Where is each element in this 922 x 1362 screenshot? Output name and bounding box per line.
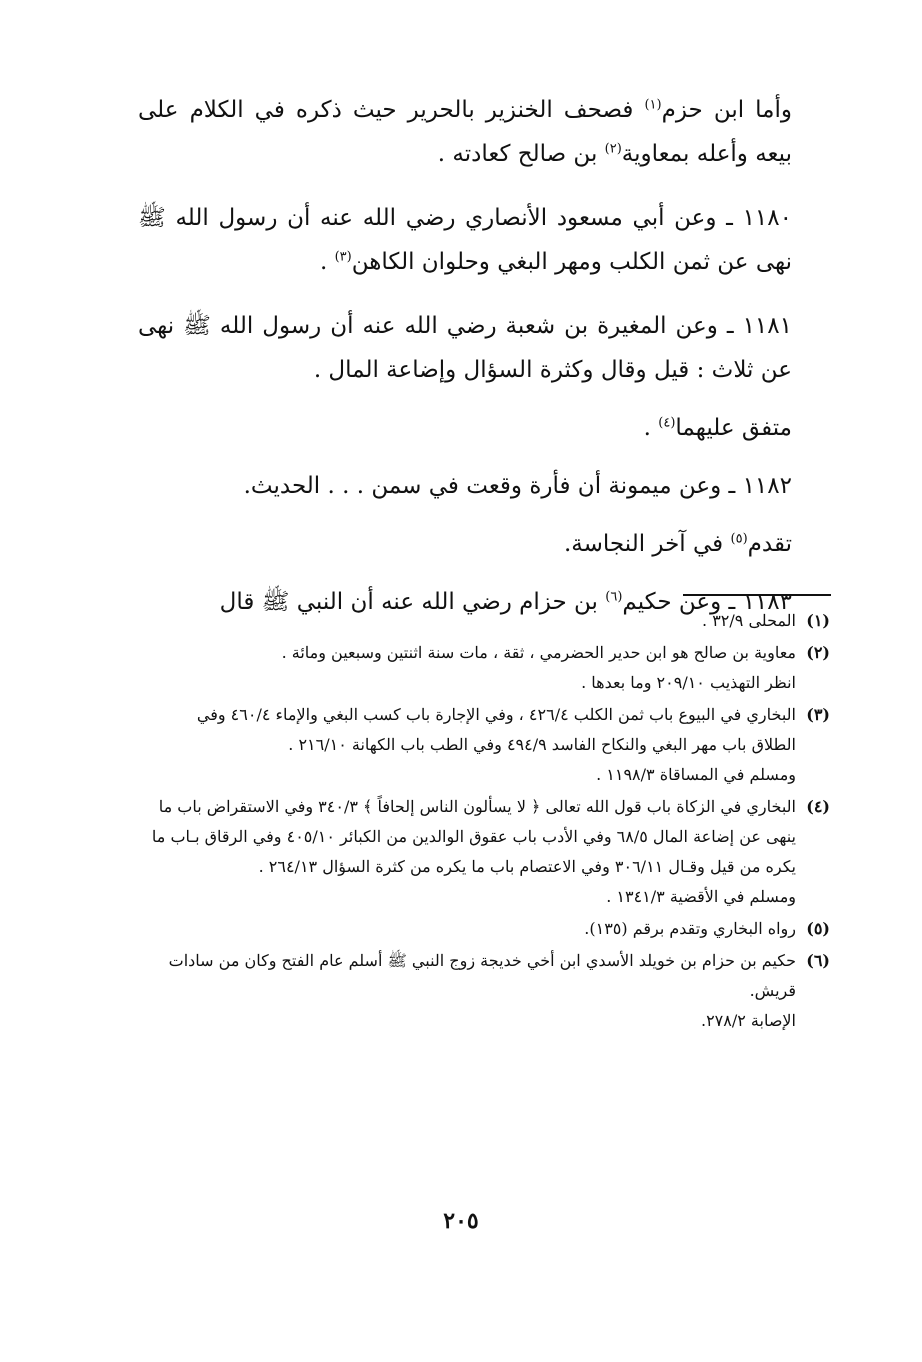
text-segment: ١١٨٢ ـ وعن ميمونة أن فأرة وقعت في سمن . . . الحديث.: [243, 473, 792, 499]
footnote-number: (٢): [806, 643, 830, 662]
agreed-upon-note: [138, 406, 830, 450]
footnote-line: البخاري في الزكاة باب قول الله تعالى ﴿ لا يسألون الناس إلحافاً ﴾ ٣٤٠/٣ وفي الاستقراض باب ما ينهى عن إضاعة المال ٦٨/٥ وفي الأدب باب عقوق الوالدين من الكبائر ٤٠٥/١٠ وفي الرقاق بـاب ما يكره من قيل وقـال ٣٠٦/١١ وفي الاعتصام باب ما يكره من كثرة السؤال ٢٦٤/١٣ .: [151, 797, 796, 876]
footnote-line: معاوية بن صالح هو ابن حدير الحضرمي ، ثقة ، مات سنة اثنتين وسبعين ومائة .: [281, 643, 796, 662]
footnote-line: ومسلم في الأقضية ١٣٤١/٣ .: [606, 887, 796, 906]
footnote-line: رواه البخاري وتقدم برقم (١٣٥).: [584, 919, 796, 938]
footnote-4: [150, 792, 830, 912]
text-segment: فصحف الخنزير بالحرير حيث ذكره في الكلام على بيعه وأعله بمعاوية: [138, 97, 792, 167]
text-segment: بن صالح كعادته .: [437, 141, 605, 167]
main-text: [138, 88, 830, 644]
footnote-line: المحلى ٣٢/٩ .: [702, 611, 796, 630]
footnote-line: حكيم بن حزام بن خويلد الأسدي ابن أخي خديجة زوج النبي ﷺ أسلم عام الفتح وكان من سادات قريش.: [168, 951, 796, 1000]
hadith-1182: [138, 464, 830, 508]
footnote-ref[interactable]: (٥): [730, 531, 748, 547]
footnotes: [150, 606, 830, 1038]
footnote-3: [150, 700, 830, 790]
text-segment: ١١٨٣ ـ وعن حكيم: [622, 589, 792, 615]
footnote-number: (٣): [806, 705, 830, 724]
text-segment: تقدم: [747, 531, 792, 557]
footnote-line: ومسلم في المساقاة ١١٩٨/٣ .: [596, 765, 796, 784]
text-segment: ١١٨٠ ـ وعن أبي مسعود الأنصاري رضي الله عنه أن رسول الله ﷺ نهى عن ثمن الكلب ومهر البغي وحلوان الكاهن: [138, 205, 792, 275]
text-segment: .: [319, 249, 335, 275]
footnote-5: [150, 914, 830, 944]
footnote-ref[interactable]: (١): [644, 97, 662, 113]
footnote-line: انظر التهذيب ٢٠٩/١٠ وما بعدها .: [581, 673, 796, 692]
paragraph-intro: [138, 88, 830, 176]
footnote-2: [150, 638, 830, 698]
text-segment: في آخر النجاسة.: [563, 531, 731, 557]
footnote-number: (١): [806, 611, 830, 630]
footnote-ref[interactable]: (٤): [658, 415, 676, 431]
footnote-number: (٥): [806, 919, 830, 938]
preceded-note: [138, 522, 830, 566]
hadith-1181: [138, 304, 830, 392]
footnote-line: البخاري في البيوع باب ثمن الكلب ٤٢٦/٤ ، وفي الإجارة باب كسب البغي والإماء ٤٦٠/٤ وفي الطلاق باب مهر البغي والنكاح الفاسد ٤٩٤/٩ وفي الطب باب الكهانة ٢١٦/١٠ .: [196, 705, 796, 754]
footnote-1: [150, 606, 830, 636]
footnote-number: (٦): [806, 951, 830, 970]
text-segment: .: [643, 415, 659, 441]
footnote-divider: [683, 594, 831, 596]
footnote-number: (٤): [806, 797, 830, 816]
text-segment: وأما ابن حزم: [661, 97, 792, 123]
page-number: ٢٠٥: [443, 1208, 479, 1234]
footnote-6: [150, 946, 830, 1036]
hadith-1180: [138, 196, 830, 284]
text-segment: ١١٨١ ـ وعن المغيرة بن شعبة رضي الله عنه أن رسول الله ﷺ نهى عن ثلاث : قيل وقال وكثرة السؤال وإضاعة المال .: [138, 313, 792, 383]
text-segment: متفق عليهما: [675, 415, 792, 441]
footnote-ref[interactable]: (٣): [334, 249, 352, 265]
text-segment: بن حزام رضي الله عنه أن النبي ﷺ قال: [219, 589, 606, 615]
footnote-ref[interactable]: (٦): [605, 589, 623, 605]
footnote-line: الإصابة ٢٧٨/٢.: [700, 1011, 796, 1030]
footnote-ref[interactable]: (٢): [604, 141, 622, 157]
